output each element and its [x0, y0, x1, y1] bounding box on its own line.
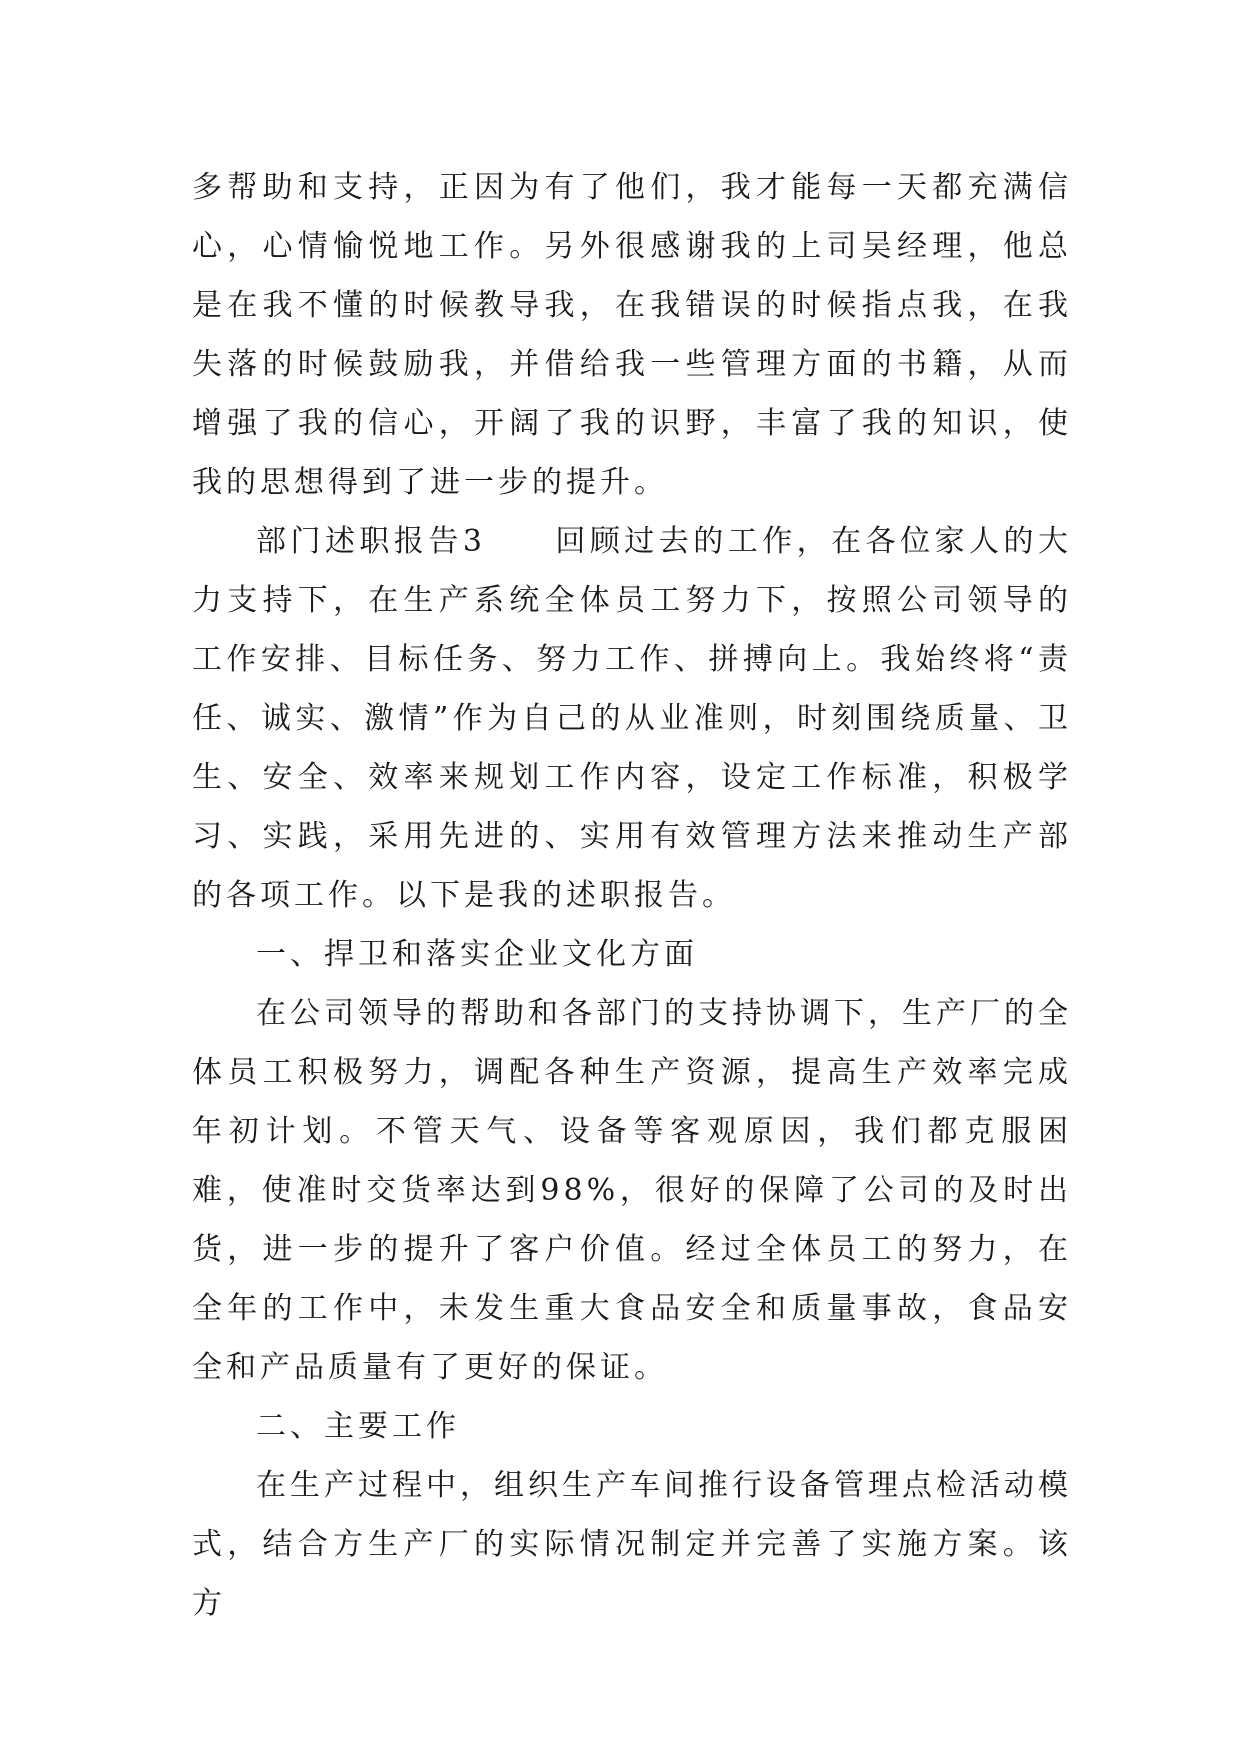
paragraph-continued: 多帮助和支持，正因为有了他们，我才能每一天都充满信心，心情愉悦地工作。另外很感谢我的上司吴经理，他总是在我不懂的时候教导我，在我错误的时候指点我，在我失落的时候鼓励我，并借给我一些管理方面的书籍，从而增强了我的信心，开阔了我的识野，丰富了我的知识，使我的思想得到了进一步的提升。	[192, 170, 1072, 500]
section-heading-main-work: 二、主要工作	[256, 1409, 460, 1444]
paragraph-culture: 在公司领导的帮助和各部门的支持协调下，生产厂的全体员工积极努力，调配各种生产资源，提高生产效率完成年初计划。不管天气、设备等客观原因，我们都克服困难，使准时交货率达到98%，很好的保障了公司的及时出货，进一步的提升了客户价值。经过全体员工的努力，在全年的工作中，未发生重大食品安全和质量事故，食品安全和产品质量有了更好的保证。	[192, 996, 1072, 1385]
paragraph-report-intro: 部门述职报告3 回顾过去的工作，在各位家人的大力支持下，在生产系统全体员工努力下，按照公司领导的工作安排、目标任务、努力工作、拼搏向上。我始终将“责任、诚实、激情”作为自己的从业准则，时刻围绕质量、卫生、安全、效率来规划工作内容，设定工作标准，积极学习、实践，采用先进的、实用有效管理方法来推动生产部的各项工作。以下是我的述职报告。	[192, 524, 1072, 913]
document-body	[192, 158, 1072, 1633]
paragraph-main-work: 在生产过程中，组织生产车间推行设备管理点检活动模式，结合方生产厂的实际情况制定并完善了实施方案。该方	[192, 1468, 1072, 1621]
section-heading-culture: 一、捍卫和落实企业文化方面	[256, 937, 698, 972]
